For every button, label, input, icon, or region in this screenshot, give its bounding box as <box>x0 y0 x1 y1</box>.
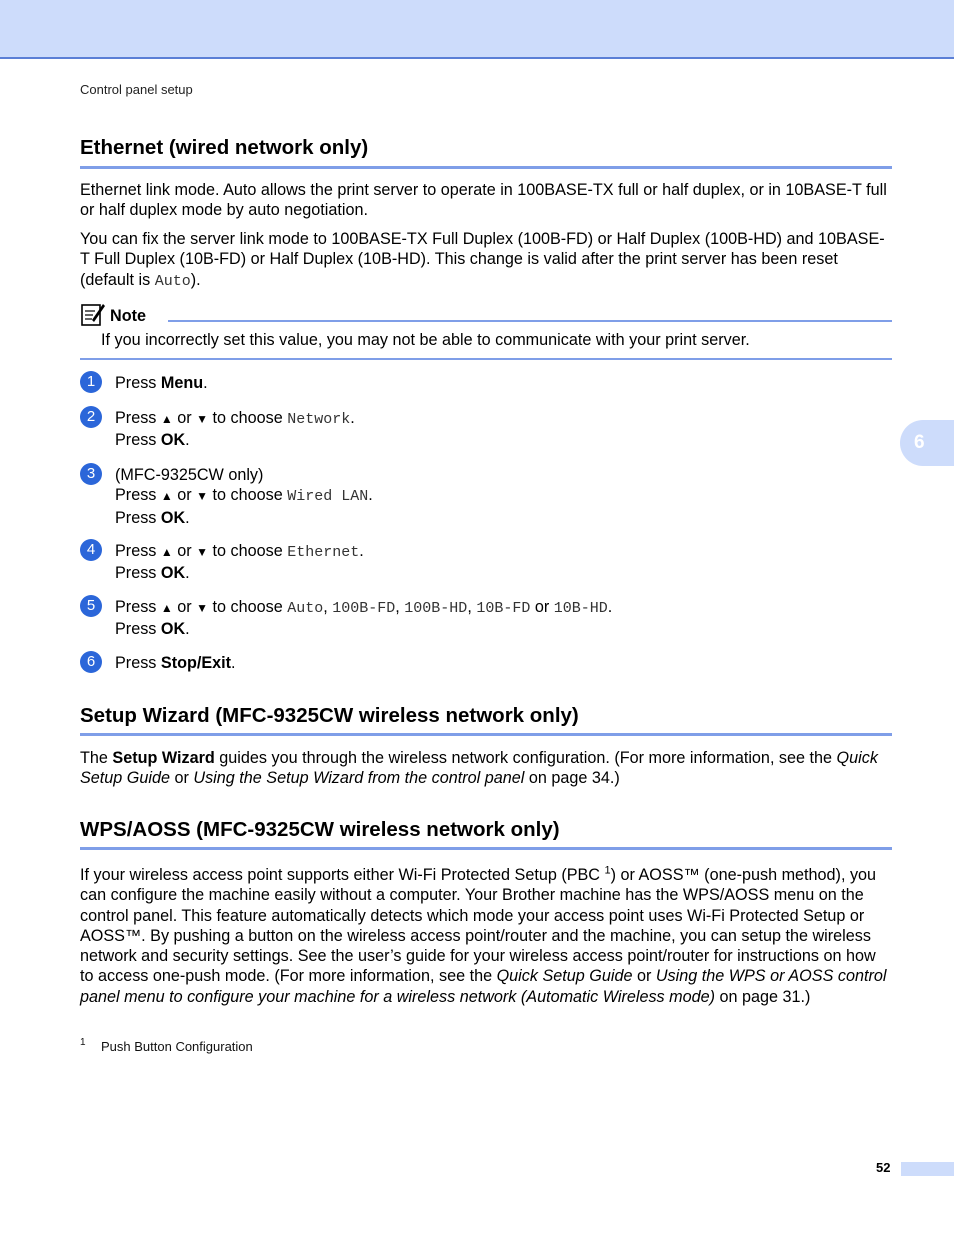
ethernet-para-1: Ethernet link mode. Auto allows the print server to operate in 100BASE-TX full or half duplex, or in 10BASE-T full or half duplex mode by auto negotiation. <box>80 181 887 220</box>
up-arrow-icon: ▲ <box>160 601 173 615</box>
step-5-text: Press ▲ or ▼ to choose Auto, 100B-FD, 100B-HD, 10B-FD or 10B-HD. Press OK. <box>115 598 613 639</box>
step-number: 3 <box>80 463 102 485</box>
step-number: 1 <box>80 371 102 393</box>
step-6-text: Press Stop/Exit. <box>115 654 236 672</box>
step-3-text: (MFC-9325CW only) Press ▲ or ▼ to choose Wired LAN. Press OK. <box>115 466 373 527</box>
ethernet-para-2: You can fix the server link mode to 100BASE-TX Full Duplex (100B-FD) or Half Duplex (100B-HD) and 10BASE-T Full Duplex (10B-FD) or Half Duplex (10B-HD). This change is valid after the print server has been reset (default is Auto). <box>80 230 885 290</box>
down-arrow-icon: ▼ <box>196 601 209 615</box>
step-number: 6 <box>80 651 102 673</box>
step-2-text: Press ▲ or ▼ to choose Network. Press OK. <box>115 409 355 450</box>
note-rule-top <box>168 320 892 322</box>
footer-band <box>901 1162 954 1176</box>
header-band <box>0 0 954 59</box>
footnote-text: Push Button Configuration <box>101 1039 253 1054</box>
chapter-tab[interactable]: 6 <box>900 420 954 466</box>
footnote-number: 1 <box>80 1037 86 1048</box>
section-title-setup-wizard: Setup Wizard (MFC-9325CW wireless network only) <box>80 704 579 727</box>
step-1-text: Press Menu. <box>115 374 208 392</box>
down-arrow-icon: ▼ <box>196 489 209 504</box>
note-text: If you incorrectly set this value, you may not be able to communicate with your print server. <box>101 331 750 349</box>
note-rule-bottom <box>80 358 892 360</box>
up-arrow-icon: ▲ <box>160 489 173 504</box>
step-4-text: Press ▲ or ▼ to choose Ethernet. Press OK. <box>115 542 364 583</box>
section-rule <box>80 847 892 850</box>
step-number: 2 <box>80 406 102 428</box>
section-title-wps-aoss: WPS/AOSS (MFC-9325CW wireless network only) <box>80 818 560 841</box>
note-pencil-icon <box>80 301 106 327</box>
section-title-ethernet: Ethernet (wired network only) <box>80 136 369 159</box>
section-rule <box>80 166 892 169</box>
step-number: 5 <box>80 595 102 617</box>
down-arrow-icon: ▼ <box>196 545 209 559</box>
wps-aoss-para: If your wireless access point supports either Wi-Fi Protected Setup (PBC $^1$) or AOSS™ (one-push method), you can configure the machine easily without a computer. Your Brother machine has the WPS/AOSS menu on the control panel. This feature automatically detects which mode your access point uses Wi-Fi Protected Setup or AOSS™. By pushing a button on the wireless access point/router and the machine, you can setup the wireless network and security settings. See the user’s guide for your wireless access point/router for instructions on how to access one-push mode. (For more information, see the Quick Setup Guide or Using the WPS or AOSS control panel menu to configure your machine for a wireless network (Automatic Wireless mode) on page 31.) <box>80 864 887 1006</box>
up-arrow-icon: ▲ <box>160 545 173 559</box>
breadcrumb: Control panel setup <box>80 82 193 97</box>
down-arrow-icon: ▼ <box>196 412 209 426</box>
note-label: Note <box>110 307 146 325</box>
section-rule <box>80 733 892 736</box>
page-number: 52 <box>876 1160 891 1175</box>
up-arrow-icon: ▲ <box>160 412 173 426</box>
setup-wizard-para: The Setup Wizard guides you through the wireless network configuration. (For more information, see the Quick Setup Guide or Using the Setup Wizard from the control panel on page 34.) <box>80 749 878 788</box>
step-number: 4 <box>80 539 102 561</box>
footnote-ref[interactable]: 1 <box>604 864 611 877</box>
